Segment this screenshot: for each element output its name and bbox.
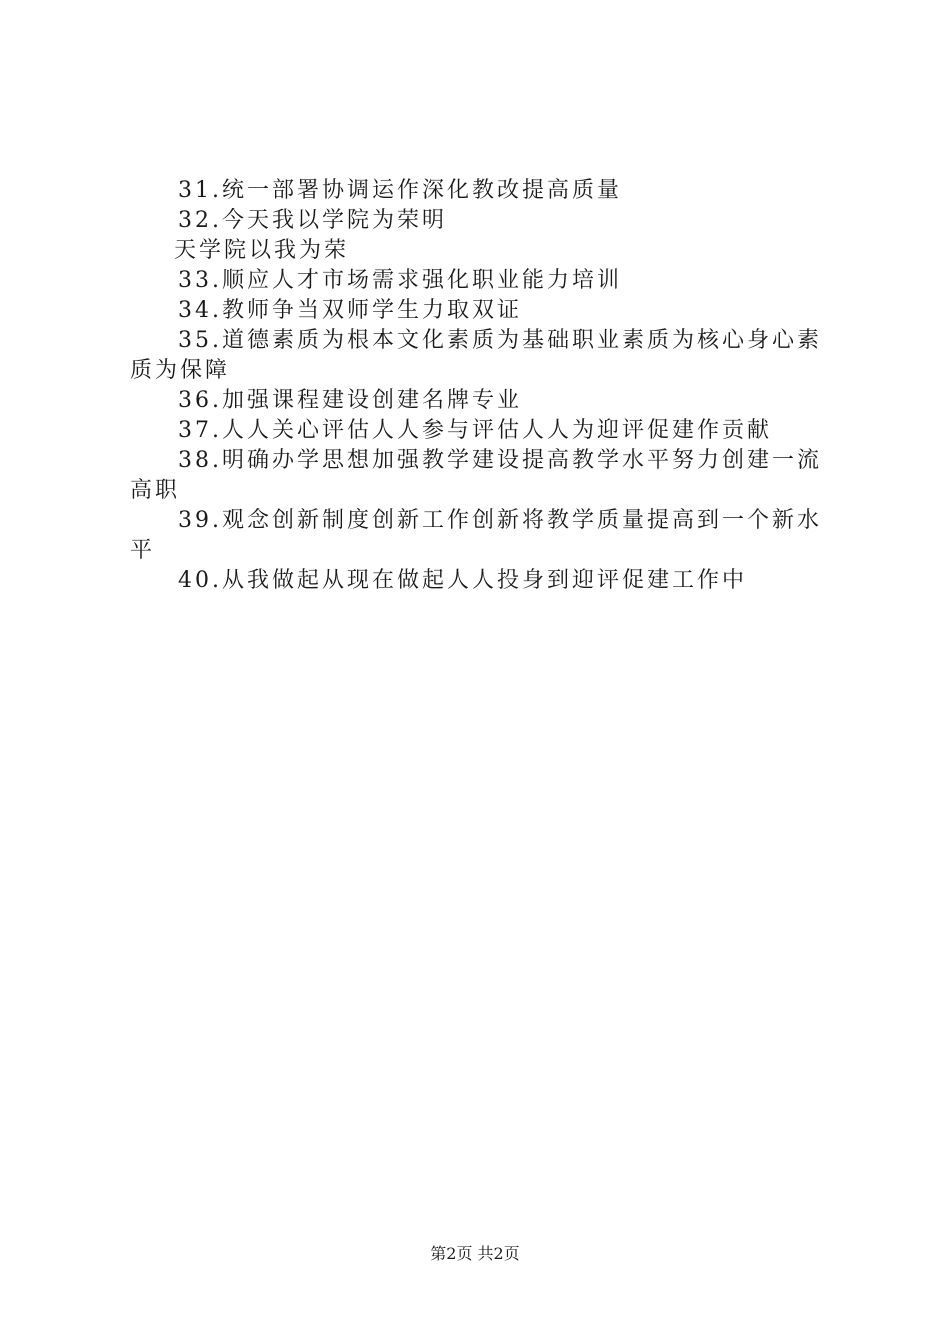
page-number-label: 第2页 共2页 [430, 1244, 520, 1263]
text-line-38: 38.明确办学思想加强教学建设提高教学水平努力创建一流 [178, 448, 822, 473]
text-line-40: 40.从我做起从现在做起人人投身到迎评促建工作中 [178, 568, 747, 593]
text-line-39: 39.观念创新制度创新工作创新将教学质量提高到一个新水 [178, 508, 822, 533]
text-line-34: 34.教师争当双师学生力取双证 [178, 298, 522, 323]
document-body [130, 176, 832, 596]
text-line-36: 36.加强课程建设创建名牌专业 [178, 388, 522, 413]
text-line-35: 35.道德素质为根本文化素质为基础职业素质为核心身心素 [178, 328, 822, 353]
text-line-32: 32.今天我以学院为荣明 [178, 208, 447, 233]
text-line-39-continued: 平 [130, 538, 156, 563]
text-line-38-continued: 高职 [130, 478, 181, 503]
text-line-31: 31.统一部署协调运作深化教改提高质量 [178, 178, 622, 203]
text-line-32-continued: 天学院以我为荣 [174, 238, 350, 263]
text-line-37: 37.人人关心评估人人参与评估人人为迎评促建作贡献 [178, 418, 772, 443]
text-line-33: 33.顺应人才市场需求强化职业能力培训 [178, 268, 622, 293]
page-footer [0, 1244, 950, 1264]
text-line-35-continued: 质为保障 [130, 358, 231, 383]
